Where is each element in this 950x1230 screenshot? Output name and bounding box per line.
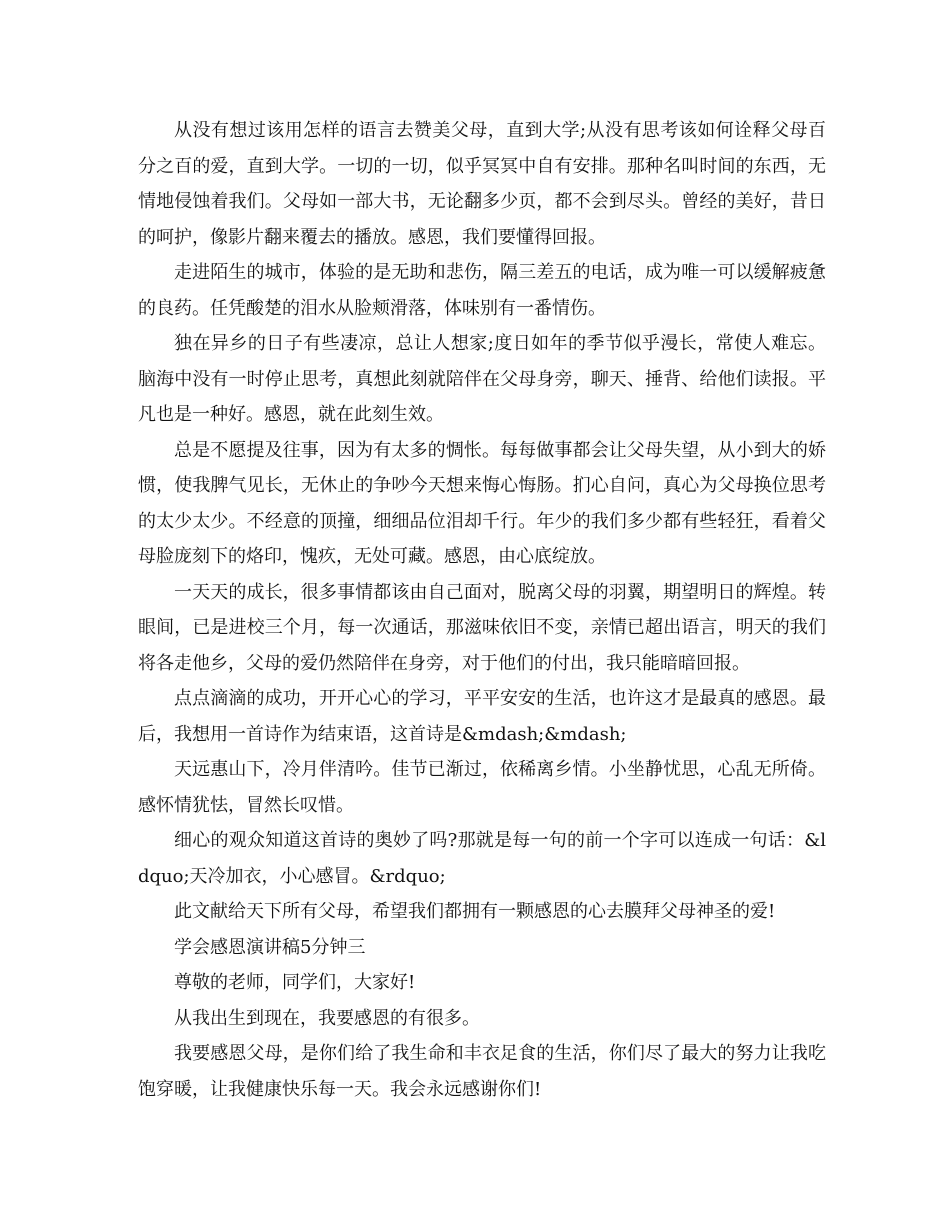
paragraph-13: 我要感恩父母，是你们给了我生命和丰衣足食的生活，你们尽了最大的努力让我吃饱穿暖，让我健康快乐每一天。我会永远感谢你们!	[138, 1043, 826, 1100]
paragraph-1: 从没有想过该用怎样的语言去赞美父母，直到大学;从没有思考该如何诠释父母百分之百的爱，直到大学。一切的一切，似乎冥冥中自有安排。那种名叫时间的东西，无情地侵蚀着我们。父母如一部大书，无论翻多少页，都不会到尽头。曾经的美好，昔日的呵护，像影片翻来覆去的播放。感恩，我们要懂得回报。	[138, 120, 826, 248]
paragraph-2: 走进陌生的城市，体验的是无助和悲伤，隔三差五的电话，成为唯一可以缓解疲惫的良药。任凭酸楚的泪水从脸颊滑落，体味别有一番情伤。	[138, 262, 826, 319]
paragraph-12: 从我出生到现在，我要感恩的有很多。	[174, 1007, 480, 1029]
greeting-line: 尊敬的老师，同学们，大家好!	[174, 972, 416, 993]
paragraph-9: 此文献给天下所有父母，希望我们都拥有一颗感恩的心去膜拜父母神圣的爱!	[174, 901, 776, 922]
paragraph-5: 一天天的成长，很多事情都该由自己面对，脱离父母的羽翼，期望明日的辉煌。转眼间，已是进校三个月，每一次通话，那滋味依旧不变，亲情已超出语言，明天的我们将各走他乡，父母的爱仍然陪伴在身旁，对于他们的付出，我只能暗暗回报。	[138, 581, 826, 674]
paragraph-8: 细心的观众知道这首诗的奥妙了吗?那就是每一句的前一个字可以连成一句话：&ldquo;天冷加衣，小心感冒。&rdquo;	[138, 830, 826, 887]
paragraph-4: 总是不愿提及往事，因为有太多的惆怅。每每做事都会让父母失望，从小到大的娇惯，使我脾气见长，无休止的争吵今天想来悔心悔肠。扪心自问，真心为父母换位思考的太少太少。不经意的顶撞，细细品位泪却千行。年少的我们多少都有些轻狂，看着父母脸庞刻下的烙印，愧疚，无处可藏。感恩，由心底绽放。	[138, 439, 826, 567]
paragraph-poem: 天远惠山下，冷月伴清吟。佳节已渐过，依稀离乡情。小坐静忧思，心乱无所倚。 感怀情犹怯，冒然长叹惜。	[138, 759, 826, 816]
document-body	[138, 113, 826, 1107]
paragraph-6: 点点滴滴的成功，开开心心的学习，平平安安的生活，也许这才是最真的感恩。最后，我想用一首诗作为结束语，这首诗是&mdash;&mdash;	[138, 688, 826, 745]
section-heading: 学会感恩演讲稿5分钟三	[174, 936, 366, 958]
paragraph-3: 独在异乡的日子有些凄凉，总让人想家;度日如年的季节似乎漫长，常使人难忘。脑海中没有一时停止思考，真想此刻就陪伴在父母身旁，聊天、捶背、给他们读报。平凡也是一种好。感恩，就在此刻生效。	[138, 333, 826, 425]
